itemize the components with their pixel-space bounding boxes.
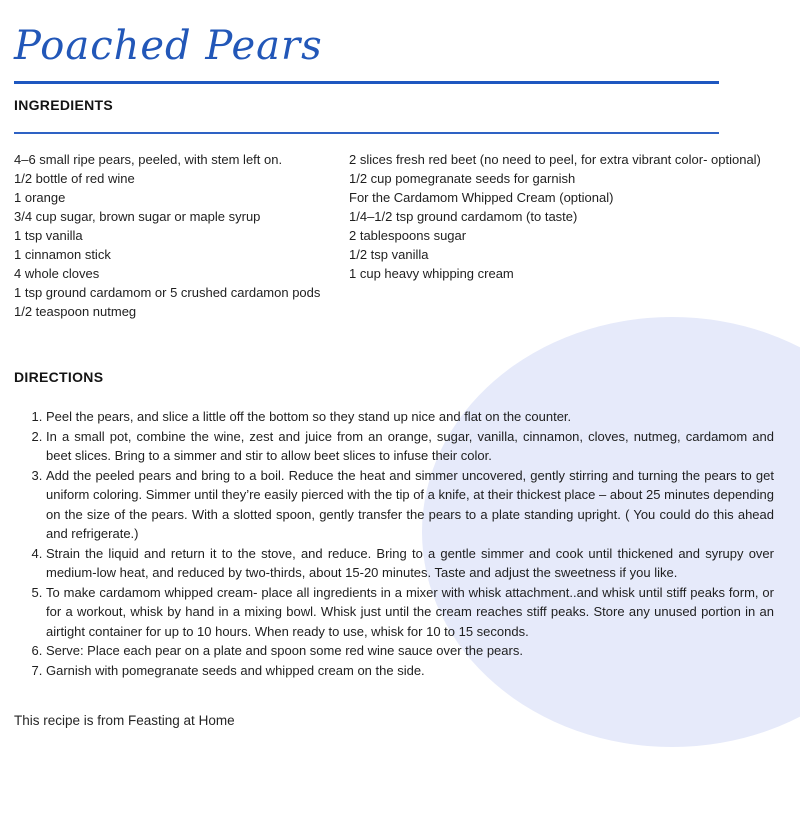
ingredients-right-column [349, 150, 782, 321]
direction-step: 4. Strain the liquid and return it to the stove, and reduce. Bring to a gentle simmer and cook until thickened and syrupy over medium-low heat, and reduced by two-thirds, about 15-20 minutes. Taste and adjust the sweetness if you like. [46, 544, 774, 583]
ingredient-line: 2 tablespoons sugar [349, 228, 467, 243]
ingredient-line: 1 tsp vanilla [14, 228, 83, 243]
ingredient-line: 1 tsp ground cardamom or 5 crushed cardamon pods [14, 285, 321, 300]
ingredient-line: 1/4–1/2 tsp ground cardamom (to taste) [349, 209, 578, 224]
direction-step: 5. To make cardamom whipped cream- place all ingredients in a mixer with whisk attachment..and whisk until stiff peaks form, or for a workout, whisk by hand in a mixing bowl. Whisk just until the cream reaches stiff peaks. Store any unused portion in an airtight container for up to 10 hours. When ready to use, whisk for 10 to 15 seconds. [46, 583, 774, 642]
ingredient-line: 1/2 teaspoon nutmeg [14, 304, 137, 319]
recipe-page [0, 20, 800, 730]
directions-list [0, 407, 800, 680]
ingredients-columns [14, 150, 782, 321]
ingredient-line: 1 cinnamon stick [14, 247, 111, 262]
direction-step: 6. Serve: Place each pear on a plate and spoon some red wine sauce over the pears. [46, 641, 774, 661]
title-divider [14, 81, 719, 84]
ingredients-heading: INGREDIENTS [14, 97, 113, 113]
ingredient-line: 4 whole cloves [14, 266, 100, 281]
ingredient-line: 1 cup heavy whipping cream [349, 266, 514, 281]
ingredient-line: For the Cardamom Whipped Cream (optional) [349, 190, 614, 205]
ingredient-line: 4–6 small ripe pears, peeled, with stem left on. [14, 152, 283, 167]
ingredient-line: 1/2 tsp vanilla [349, 247, 429, 262]
direction-step: 7. Garnish with pomegranate seeds and whipped cream on the side. [46, 661, 774, 681]
direction-step: 1. Peel the pears, and slice a little off the bottom so they stand up nice and flat on the counter. [46, 407, 774, 427]
directions-heading: DIRECTIONS [14, 369, 104, 385]
ingredient-line: 3/4 cup sugar, brown sugar or maple syrup [14, 209, 261, 224]
ingredients-left-column [14, 150, 344, 321]
ingredient-line: 1/2 bottle of red wine [14, 171, 135, 186]
ingredient-line: 2 slices fresh red beet (no need to peel, for extra vibrant color- optional) [349, 152, 761, 167]
direction-step: 2. In a small pot, combine the wine, zest and juice from an orange, sugar, vanilla, cinnamon, cloves, nutmeg, cardamom and beet slices. Bring to a simmer and stir to allow beet slices to infuse their color. [46, 427, 774, 466]
recipe-title: Poached Pears [14, 23, 323, 69]
ingredient-line: 1 orange [14, 190, 66, 205]
ingredient-line: 1/2 cup pomegranate seeds for garnish [349, 171, 576, 186]
direction-step: 3. Add the peeled pears and bring to a boil. Reduce the heat and simmer uncovered, gently stirring and turning the pears to get uniform coloring. Simmer until they’re easily pierced with the tip of a knife, at their thickest place – about 25 minutes depending on the size of the pears. With a slotted spoon, gently transfer the pears to a plate standing upright. ( You could do this ahead and refrigerate.) [46, 466, 774, 544]
recipe-source-note: This recipe is from Feasting at Home [14, 713, 235, 728]
ingredients-divider [14, 132, 719, 134]
